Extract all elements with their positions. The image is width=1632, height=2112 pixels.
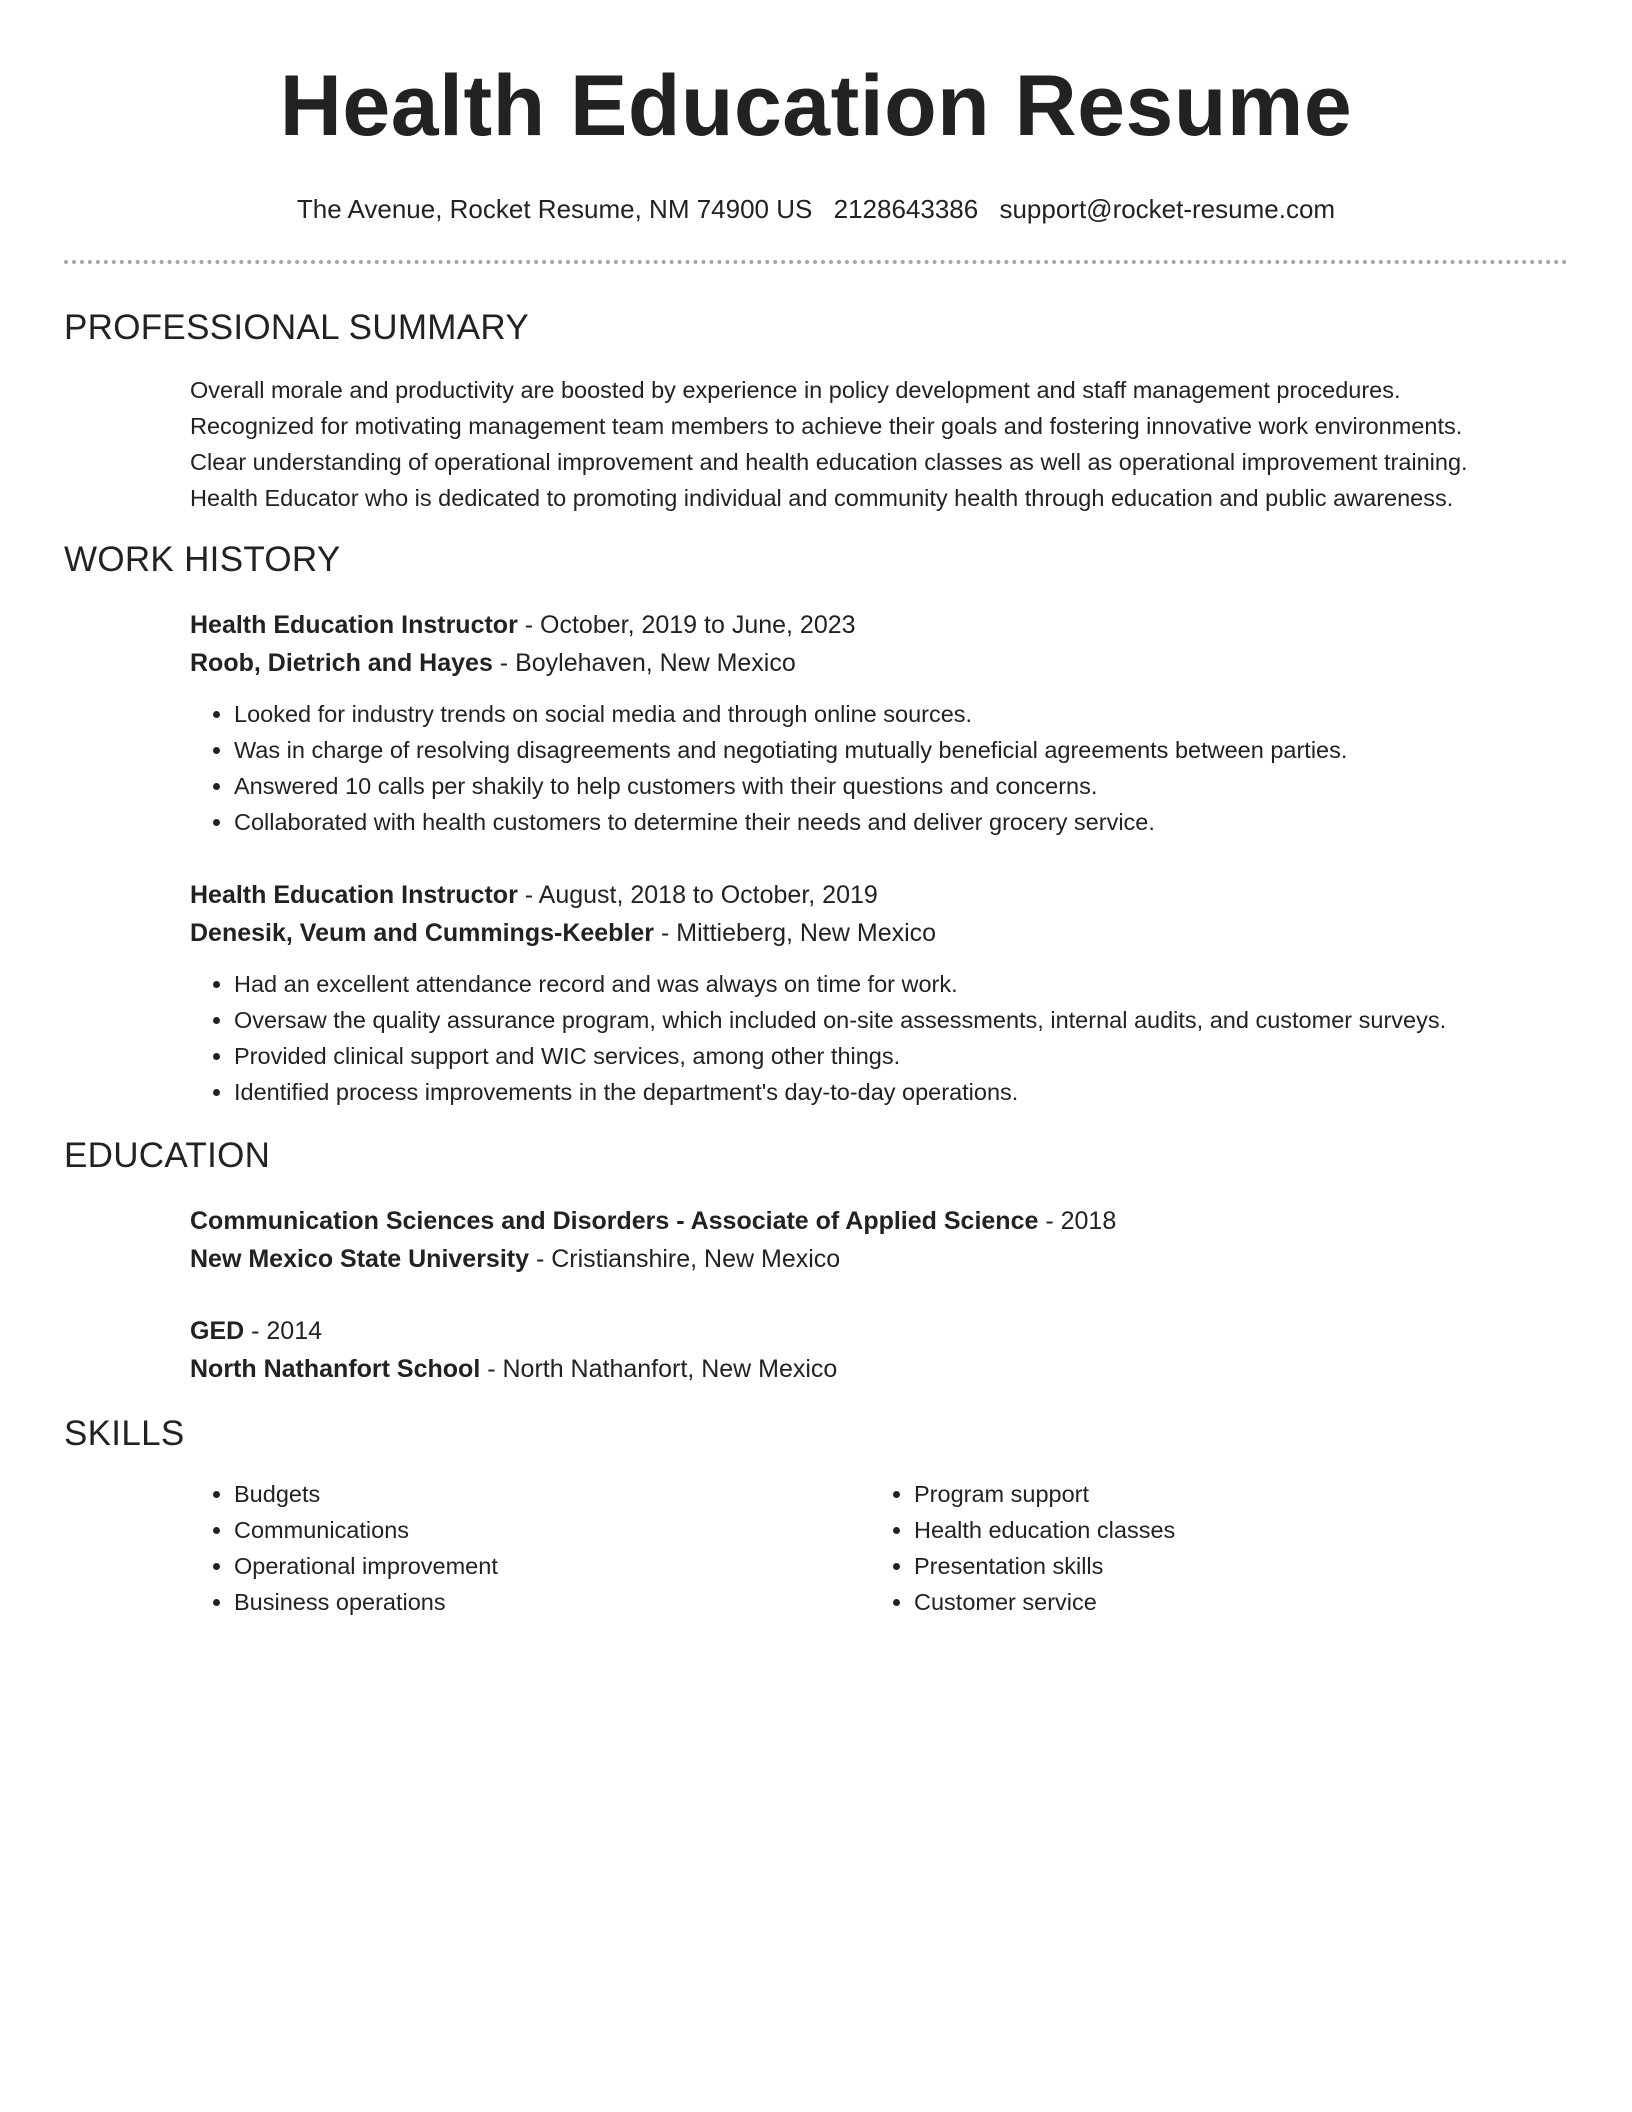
summary-line: Recognized for motivating management team members to achieve their goals and fostering innovative work environments.: [190, 413, 1463, 439]
job-bullet: • Had an excellent attendance record and was always on time for work.: [234, 966, 1568, 1002]
job-entry: [190, 876, 1568, 1110]
education-school-line: [190, 1240, 1568, 1278]
skill-item: • Customer service: [914, 1584, 1550, 1620]
skills-list-right: [870, 1476, 1550, 1620]
section-title-education: EDUCATION: [64, 1136, 271, 1175]
job-bullet: • Oversaw the quality assurance program, which included on-site assessments, internal audits, and customer surveys.: [234, 1002, 1568, 1038]
section-title-summary: PROFESSIONAL SUMMARY: [64, 308, 529, 347]
skill-item: • Business operations: [234, 1584, 870, 1620]
skills-columns: [190, 1476, 1568, 1620]
education-location: - Cristianshire, New Mexico: [529, 1245, 841, 1273]
skill-item: • Program support: [914, 1476, 1550, 1512]
job-company: Roob, Dietrich and Hayes: [190, 649, 493, 677]
job-role: Health Education Instructor: [190, 881, 518, 909]
education-school: New Mexico State University: [190, 1245, 530, 1273]
education-degree-line: [190, 1312, 1568, 1350]
education-entry: [190, 1202, 1568, 1278]
job-company-line: [190, 914, 1568, 952]
education-section: [64, 1134, 1568, 1388]
job-company-line: [190, 644, 1568, 682]
resume-title: Health Education Resume: [279, 58, 1353, 154]
skill-item: • Health education classes: [914, 1512, 1550, 1548]
education-location: - North Nathanfort, New Mexico: [480, 1355, 838, 1383]
education-degree: Communication Sciences and Disorders - Associate of Applied Science: [190, 1207, 1039, 1235]
education-degree: GED: [190, 1317, 245, 1345]
contact-email: support@rocket-resume.com: [999, 194, 1336, 224]
skill-item: • Operational improvement: [234, 1548, 870, 1584]
job-bullet: • Collaborated with health customers to determine their needs and deliver grocery service.: [234, 804, 1568, 840]
job-company: Denesik, Veum and Cummings-Keebler: [190, 919, 655, 947]
job-bullet: • Provided clinical support and WIC services, among other things.: [234, 1038, 1568, 1074]
summary-line: Clear understanding of operational improvement and health education classes as well as operational improvement training.: [190, 449, 1468, 475]
job-dates: - August, 2018 to October, 2019: [517, 881, 878, 909]
resume-header: [64, 56, 1568, 226]
education-year: - 2018: [1038, 1207, 1117, 1235]
summary-text: [190, 372, 1568, 516]
summary-line: Health Educator who is dedicated to promoting individual and community health through education and public awareness.: [190, 485, 1454, 511]
job-bullet-list: [190, 696, 1568, 840]
skill-item: • Communications: [234, 1512, 870, 1548]
professional-summary-section: [64, 306, 1568, 516]
work-history-section: [64, 538, 1568, 1110]
job-bullet-list: [190, 966, 1568, 1110]
education-year: - 2014: [244, 1317, 323, 1345]
skills-list-left: [190, 1476, 870, 1620]
job-entry: [190, 606, 1568, 840]
job-bullet: • Was in charge of resolving disagreements and negotiating mutually beneficial agreements between parties.: [234, 732, 1568, 768]
job-role: Health Education Instructor: [190, 611, 518, 639]
job-dates: - October, 2019 to June, 2023: [517, 611, 856, 639]
education-entry: [190, 1312, 1568, 1388]
section-title-skills: SKILLS: [64, 1414, 185, 1453]
job-bullet: • Looked for industry trends on social media and through online sources.: [234, 696, 1568, 732]
contact-address: The Avenue, Rocket Resume, NM 74900 US: [296, 194, 813, 224]
education-school: North Nathanfort School: [190, 1355, 481, 1383]
job-location: - Boylehaven, New Mexico: [492, 649, 796, 677]
contact-phone: 2128643386: [833, 194, 979, 224]
job-bullet: • Identified process improvements in the department's day-to-day operations.: [234, 1074, 1568, 1110]
job-bullet: • Answered 10 calls per shakily to help customers with their questions and concerns.: [234, 768, 1568, 804]
job-title-line: [190, 606, 1568, 644]
contact-info: [64, 192, 1568, 226]
section-title-work: WORK HISTORY: [64, 540, 341, 579]
work-history-body: [190, 606, 1568, 1110]
job-location: - Mittieberg, New Mexico: [654, 919, 937, 947]
education-degree-line: [190, 1202, 1568, 1240]
header-divider: [64, 260, 1568, 264]
education-body: [190, 1202, 1568, 1388]
skills-section: [64, 1412, 1568, 1620]
skill-item: • Presentation skills: [914, 1548, 1550, 1584]
job-title-line: [190, 876, 1568, 914]
skill-item: • Budgets: [234, 1476, 870, 1512]
summary-line: Overall morale and productivity are boosted by experience in policy development and staff management procedures.: [190, 377, 1401, 403]
education-school-line: [190, 1350, 1568, 1388]
